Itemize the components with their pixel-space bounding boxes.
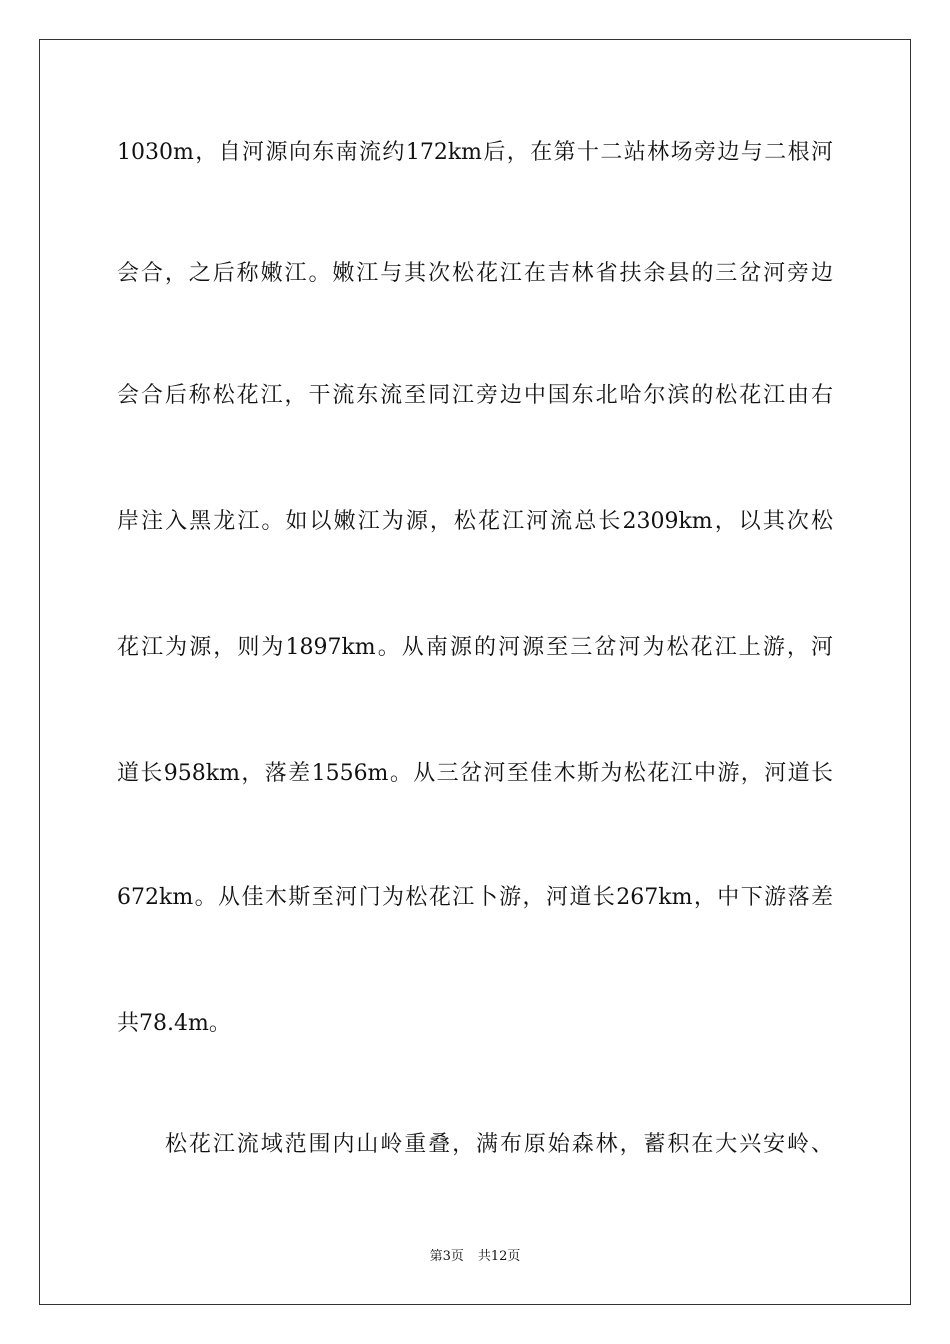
body-line-1: 1030m，自河源向东南流约172km后，在第十二站林场旁边与二根河	[117, 140, 833, 165]
page-total: 共12页	[477, 1249, 521, 1264]
page-footer	[0, 1248, 950, 1266]
paragraph-2-line-1: 松花江流域范围内山岭重叠，满布原始森林，蓄积在大兴安岭、	[165, 1132, 833, 1157]
body-line-3: 会合后称松花江，干流东流至同江旁边中国东北哈尔滨的松花江由右	[117, 383, 833, 408]
body-line-4: 岸注入黑龙江。如以嫩江为源，松花江河流总长2309km，以其次松	[117, 509, 833, 534]
body-line-2: 会合，之后称嫩江。嫩江与其次松花江在吉林省扶余县的三岔河旁边	[117, 261, 833, 286]
body-line-5: 花江为源，则为1897km。从南源的河源至三岔河为松花江上游，河	[117, 635, 833, 660]
body-line-8: 共78.4m。	[117, 1011, 231, 1036]
body-line-7: 672km。从佳木斯至河门为松花江卜游，河道长267km，中下游落差	[117, 885, 833, 910]
body-line-6: 道长958km，落差1556m。从三岔河至佳木斯为松花江中游，河道长	[117, 761, 833, 786]
page-border	[39, 39, 911, 1305]
page-number: 第3页	[429, 1249, 464, 1264]
